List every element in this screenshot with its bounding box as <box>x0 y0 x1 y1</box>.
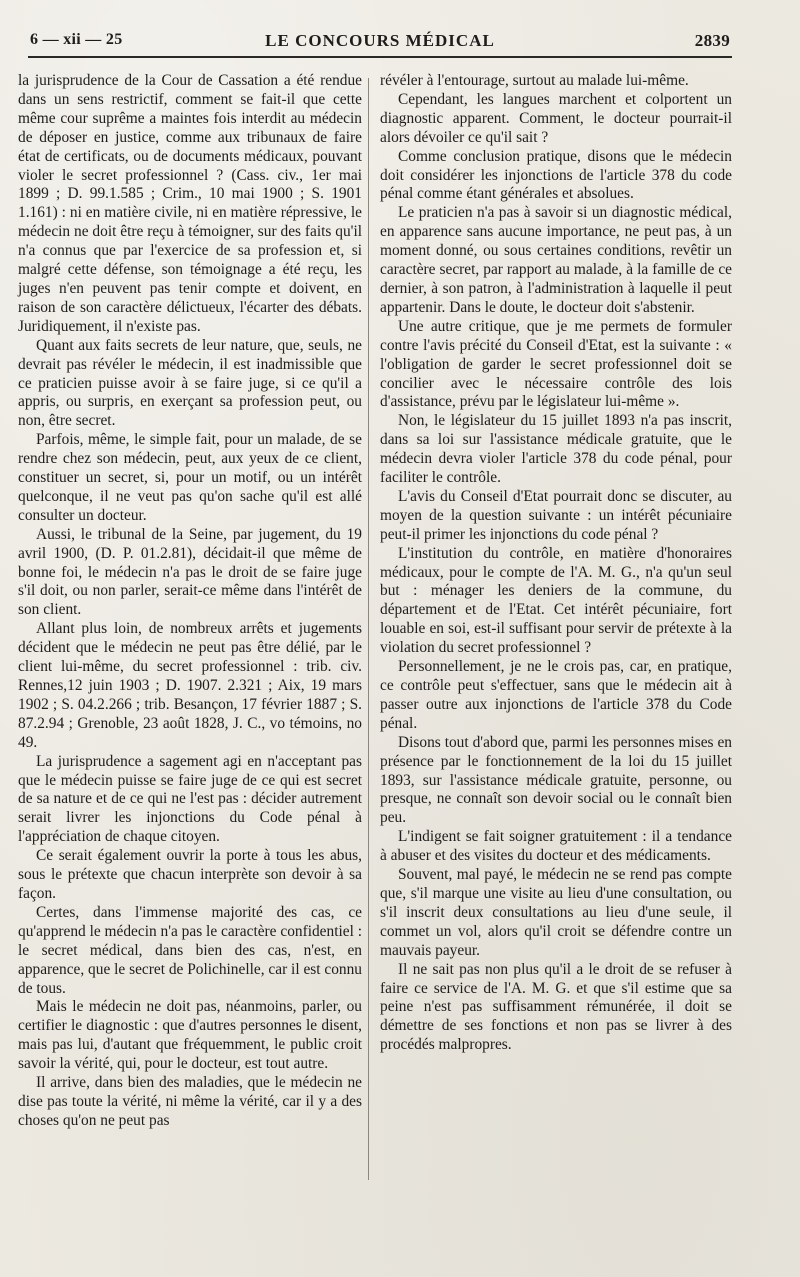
paragraph: L'avis du Conseil d'Etat pourrait donc se discuter, au moyen de la question suivante : un intérêt pécuniaire peut-il primer les injonctions du code pénal ? <box>380 487 732 543</box>
paragraph: Comme conclusion pratique, disons que le médecin doit considérer les injonctions de l'article 378 du code pénal comme étant générales et absolues. <box>380 147 732 203</box>
paragraph: Certes, dans l'immense majorité des cas, ce qu'apprend le médecin n'a pas le caractère confidentiel : le secret médical, dans bien des cas, n'est, en apparence, que le secret de Polichinelle, car il est connu de tous. <box>18 903 362 997</box>
issue-date: 6 — xii — 25 <box>30 31 123 48</box>
journal-title: LE CONCOURS MÉDICAL <box>265 31 495 50</box>
left-column <box>18 72 362 1131</box>
paragraph: Une autre critique, que je me permets de formuler contre l'avis précité du Conseil d'Etat, est la suivante : « l'obligation de garder le secret professionnel doit se concilier avec le nécessaire contrôle des lois d'assistance, prévu par le législateur lui-même ». <box>380 317 732 411</box>
paragraph: Allant plus loin, de nombreux arrêts et jugements décident que le médecin ne peut pas être délié, par le client lui-même, du secret professionnel : trib. civ. Rennes,12 juin 1903 ; D. 1907. 2.321 ; Aix, 19 mars 1902 ; S. 04.2.266 ; trib. Besançon, 17 février 1887 ; S. 87.2.94 ; Grenoble, 23 août 1828, J. C., vo témoins, no 49. <box>18 620 362 751</box>
page-header <box>30 28 730 56</box>
paragraph: Il ne sait pas non plus qu'il a le droit de se refuser à faire ce service de l'A. M. G. et que s'il estime que sa peine n'est pas suffisamment rémunérée, il doit se démettre de ses fonctions et non pas se livrer à des procédés malpropres. <box>380 960 732 1054</box>
paragraph: Cependant, les langues marchent et colportent un diagnostic apparent. Comment, le docteur pourrait-il alors dévoiler ce qu'il sait ? <box>380 90 732 146</box>
paragraph: Personnellement, je ne le crois pas, car, en pratique, ce contrôle peut s'effectuer, sans que le médecin ait à passer outre aux injonctions de l'article 378 du Code pénal. <box>380 658 732 732</box>
paragraph: L'indigent se fait soigner gratuitement : il a tendance à abuser et des visites du docteur et des médicaments. <box>380 828 732 865</box>
paragraph: Parfois, même, le simple fait, pour un malade, de se rendre chez son médecin, peut, aux yeux de ce client, constituer un secret, si, pour un motif, ou un intérêt quelconque, il ne veut pas qu'on sache qu'il est allé consulter un docteur. <box>18 431 362 524</box>
paragraph: Quant aux faits secrets de leur nature, que, seuls, ne devrait pas révéler le médecin, il est inadmissible que ce praticien puisse avoir à se faire juge, si ce qu'il a appris, ou surpris, en exerçant sa profession peut, ou non, être secret. <box>18 336 362 430</box>
paragraph: La jurisprudence a sagement agi en n'acceptant pas que le médecin puisse se faire juge de ce qui est secret de sa nature et de ce qui ne l'est pas : décider autrement serait livrer les injonctions du Code pénal à l'appréciation de chaque citoyen. <box>18 752 362 846</box>
paragraph: la jurisprudence de la Cour de Cassation a été rendue dans un sens restrictif, comment se fait-il que cette même cour suprême a maintes fois interdit au médecin de déposer en justice, comme aux tribunaux de faire état de certificats, ou de documents médicaux, pouvant violer le secret professionnel ? (Cass. civ., 1er mai 1899 ; D. 99.1.585 ; Crim., 10 mai 1900 ; S. 1901 1.161) : ni en matière civile, ni en matière répressive, le médecin ne doit être reçu à témoigner, sur des faits qu'il n'a connus que par l'exercice de sa profession et, si malgré cette défense, son témoignage a été reçu, les juges n'en peuvent pas tenir compte et doivent, en raison de son caractère délictueux, l'écarter des débats. Juridiquement, il n'existe pas. <box>18 72 362 335</box>
paragraph: Disons tout d'abord que, parmi les personnes mises en présence par le fonctionnement de la loi du 15 juillet 1893, sur l'assistance médicale gratuite, personne, ou presque, ne connaît son devoir social ou le connaît bien peu. <box>380 733 732 827</box>
paragraph: Mais le médecin ne doit pas, néanmoins, parler, ou certifier le diagnostic : que d'autres personnes le disent, mais pas lui, d'autant que fréquemment, le public croit savoir la vérité, qui, pour le docteur, est tout autre. <box>18 998 362 1073</box>
paragraph: Non, le législateur du 15 juillet 1893 n'a pas inscrit, dans sa loi sur l'assistance médicale gratuite, que le médecin devra violer l'article 378 du code pénal, pour faciliter le contrôle. <box>380 412 732 487</box>
page-number: 2839 <box>694 31 730 50</box>
paragraph: révéler à l'entourage, surtout au malade lui-même. <box>380 72 689 89</box>
paragraph: Aussi, le tribunal de la Seine, par jugement, du 19 avril 1900, (D. P. 01.2.81), décidait-il que même de bonne foi, le médecin n'a pas le droit de se faire juge s'il doit, ou non parler, serait-ce même dans l'intérêt de son client. <box>18 525 362 619</box>
column-divider <box>368 78 369 1180</box>
right-column <box>380 72 732 1055</box>
paragraph: Souvent, mal payé, le médecin ne se rend pas compte que, s'il marque une visite au lieu d'une consultation, ou s'il inscrit deux consultations au lieu d'une seule, il commet un vol, alors qu'il croit se défendre contre un mauvais payeur. <box>380 866 732 959</box>
paragraph: Il arrive, dans bien des maladies, que le médecin ne dise pas toute la vérité, ni même la vérité, car il y a des choses qu'on ne peut pas <box>18 1074 362 1129</box>
paragraph: Ce serait également ouvrir la porte à tous les abus, sous le prétexte que chacun interprète son devoir à sa façon. <box>18 847 362 902</box>
paragraph: Le praticien n'a pas à savoir si un diagnostic médical, en apparence sans aucune importance, ne peut pas, à un moment donné, ou sous certaines conditions, revêtir un caractère secret, par rapport au malade, à la famille de ce dernier, à son patron, à l'administration à laquelle il peut appartenir. Dans le doute, le docteur doit s'abstenir. <box>380 204 732 316</box>
paragraph: L'institution du contrôle, en matière d'honoraires médicaux, pour le compte de l'A. M. G., n'a qu'un seul but : ménager les deniers de la commune, du département et de l'Etat. Cet intérêt pécuniaire, fort louable en soi, est-il suffisant pour servir de prétexte à la violation du secret professionnel ? <box>380 544 732 657</box>
header-rule <box>28 56 732 58</box>
